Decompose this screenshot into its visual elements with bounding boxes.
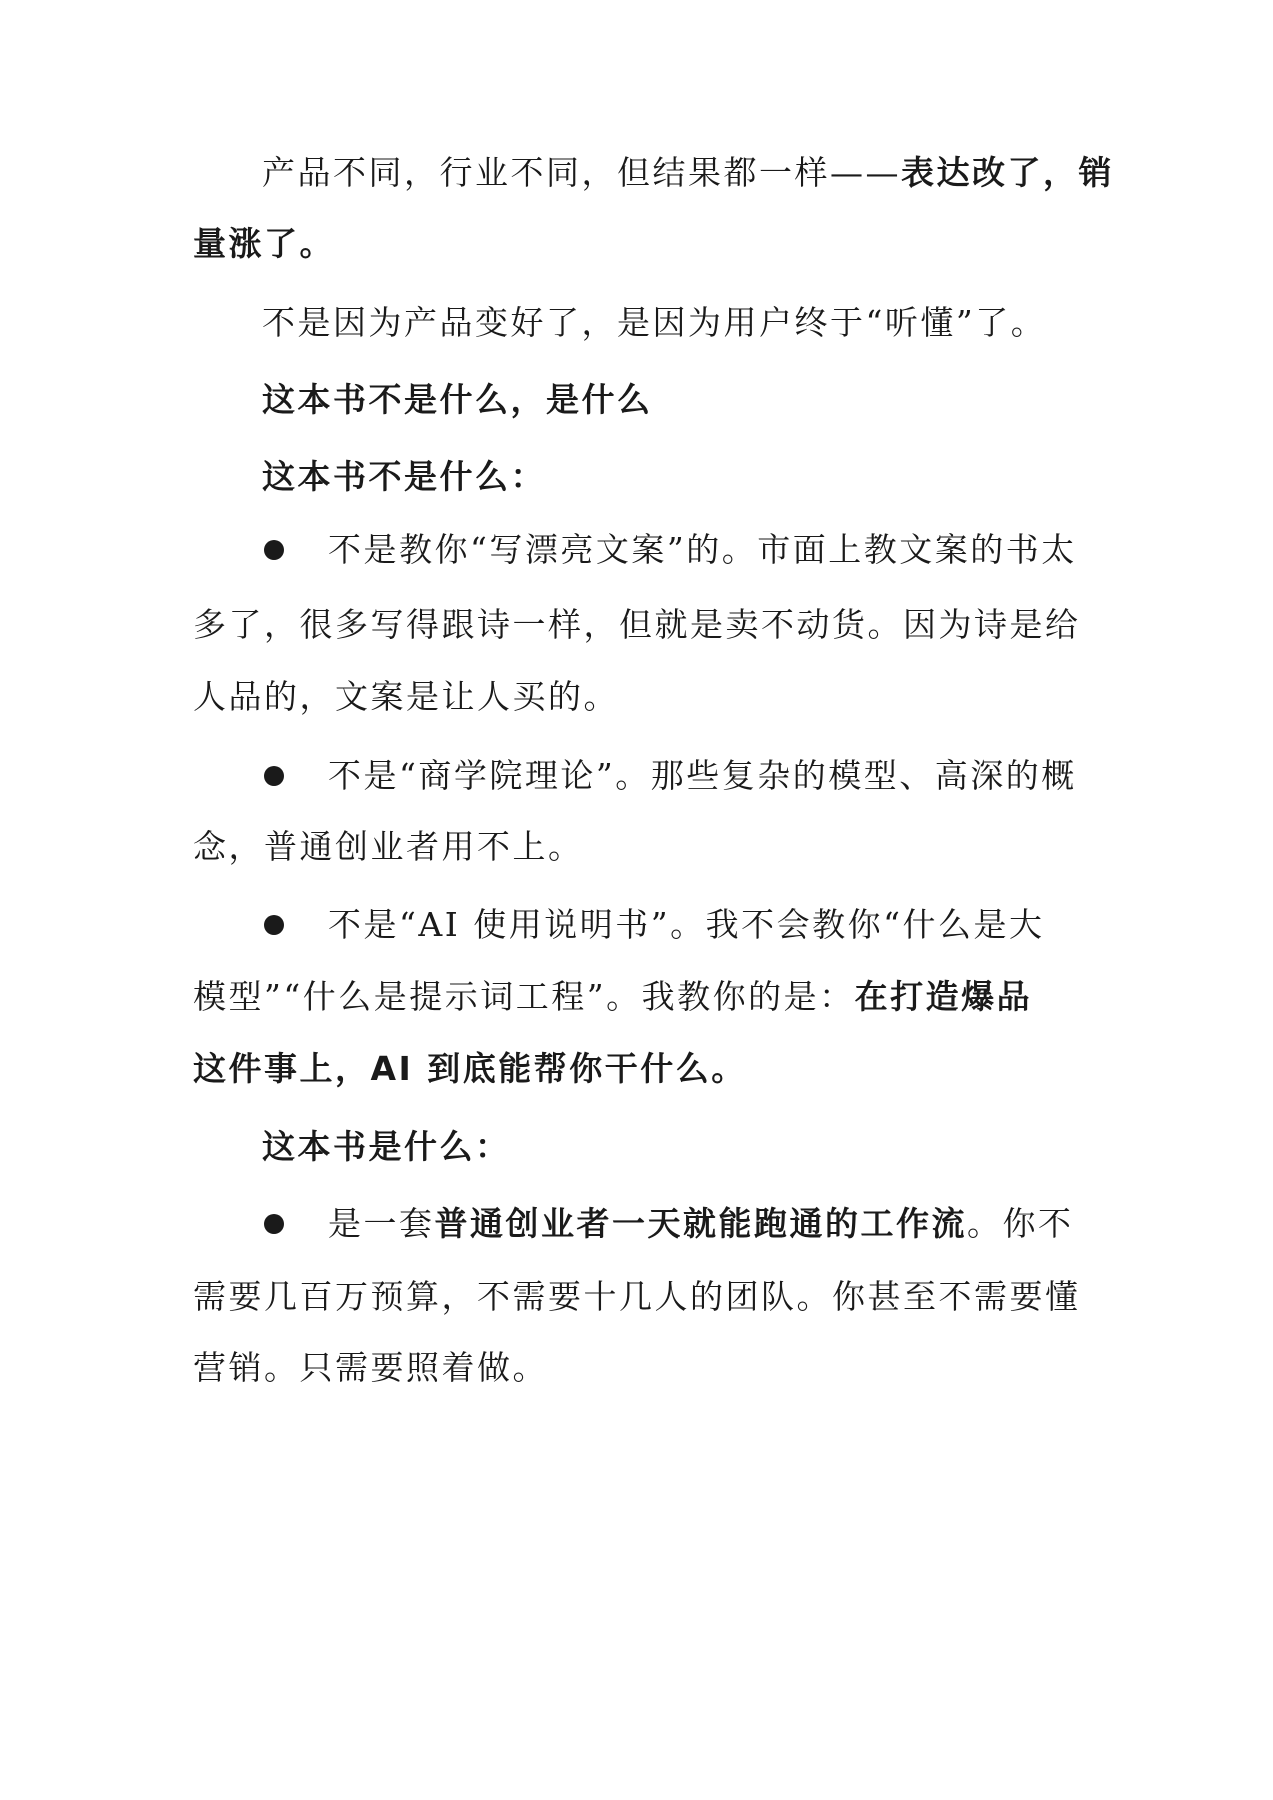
bullet-icon — [264, 540, 284, 560]
subheading-not: 这本书不是什么： — [262, 457, 546, 496]
not-item-2-line1: 不是“商学院理论”。那些复杂的模型、高深的概 — [328, 756, 1077, 795]
is-item-1-line3: 营销。只需要照着做。 — [193, 1348, 548, 1387]
not-item-1-line2: 多了，很多写得跟诗一样，但就是卖不动货。因为诗是给 — [193, 605, 1081, 644]
paragraph-result-line1 — [262, 148, 1162, 198]
is-item-1-line1 — [328, 1199, 1074, 1249]
result-emphasis: 表达改了，销 — [901, 153, 1114, 192]
not-item-1-line3: 人品的，文案是让人买的。 — [193, 677, 619, 716]
not-item-3-line3: 这件事上，AI 到底能帮你干什么。 — [193, 1049, 747, 1088]
not-item-1-line1: 不是教你“写漂亮文案”的。市面上教文案的书太 — [328, 530, 1077, 569]
bullet-icon — [264, 766, 284, 786]
is-item-1-text-c: 。你不 — [967, 1204, 1074, 1243]
paragraph-reason: 不是因为产品变好了，是因为用户终于“听懂”了。 — [262, 303, 1047, 342]
bullet-icon — [264, 1214, 284, 1234]
not-item-2-line2: 念，普通创业者用不上。 — [193, 827, 584, 866]
not-item-3-line1: 不是“AI 使用说明书”。我不会教你“什么是大 — [328, 905, 1045, 944]
paragraph-result-line2: 量涨了。 — [193, 224, 335, 263]
is-item-1-text-a: 是一套 — [328, 1204, 435, 1243]
result-text: 产品不同，行业不同，但结果都一样—— — [262, 153, 901, 192]
not-item-3-text: 模型”“什么是提示词工程”。我教你的是： — [193, 977, 855, 1016]
bullet-icon — [264, 915, 284, 935]
not-item-3-emphasis: 在打造爆品 — [854, 977, 1033, 1016]
is-item-1-line2: 需要几百万预算，不需要十几人的团队。你甚至不需要懂 — [193, 1277, 1081, 1316]
not-item-3-line2 — [193, 972, 1093, 1022]
is-item-1-emphasis: 普通创业者一天就能跑通的工作流 — [434, 1204, 967, 1243]
subheading-is: 这本书是什么： — [262, 1127, 511, 1166]
section-heading: 这本书不是什么，是什么 — [262, 380, 653, 419]
